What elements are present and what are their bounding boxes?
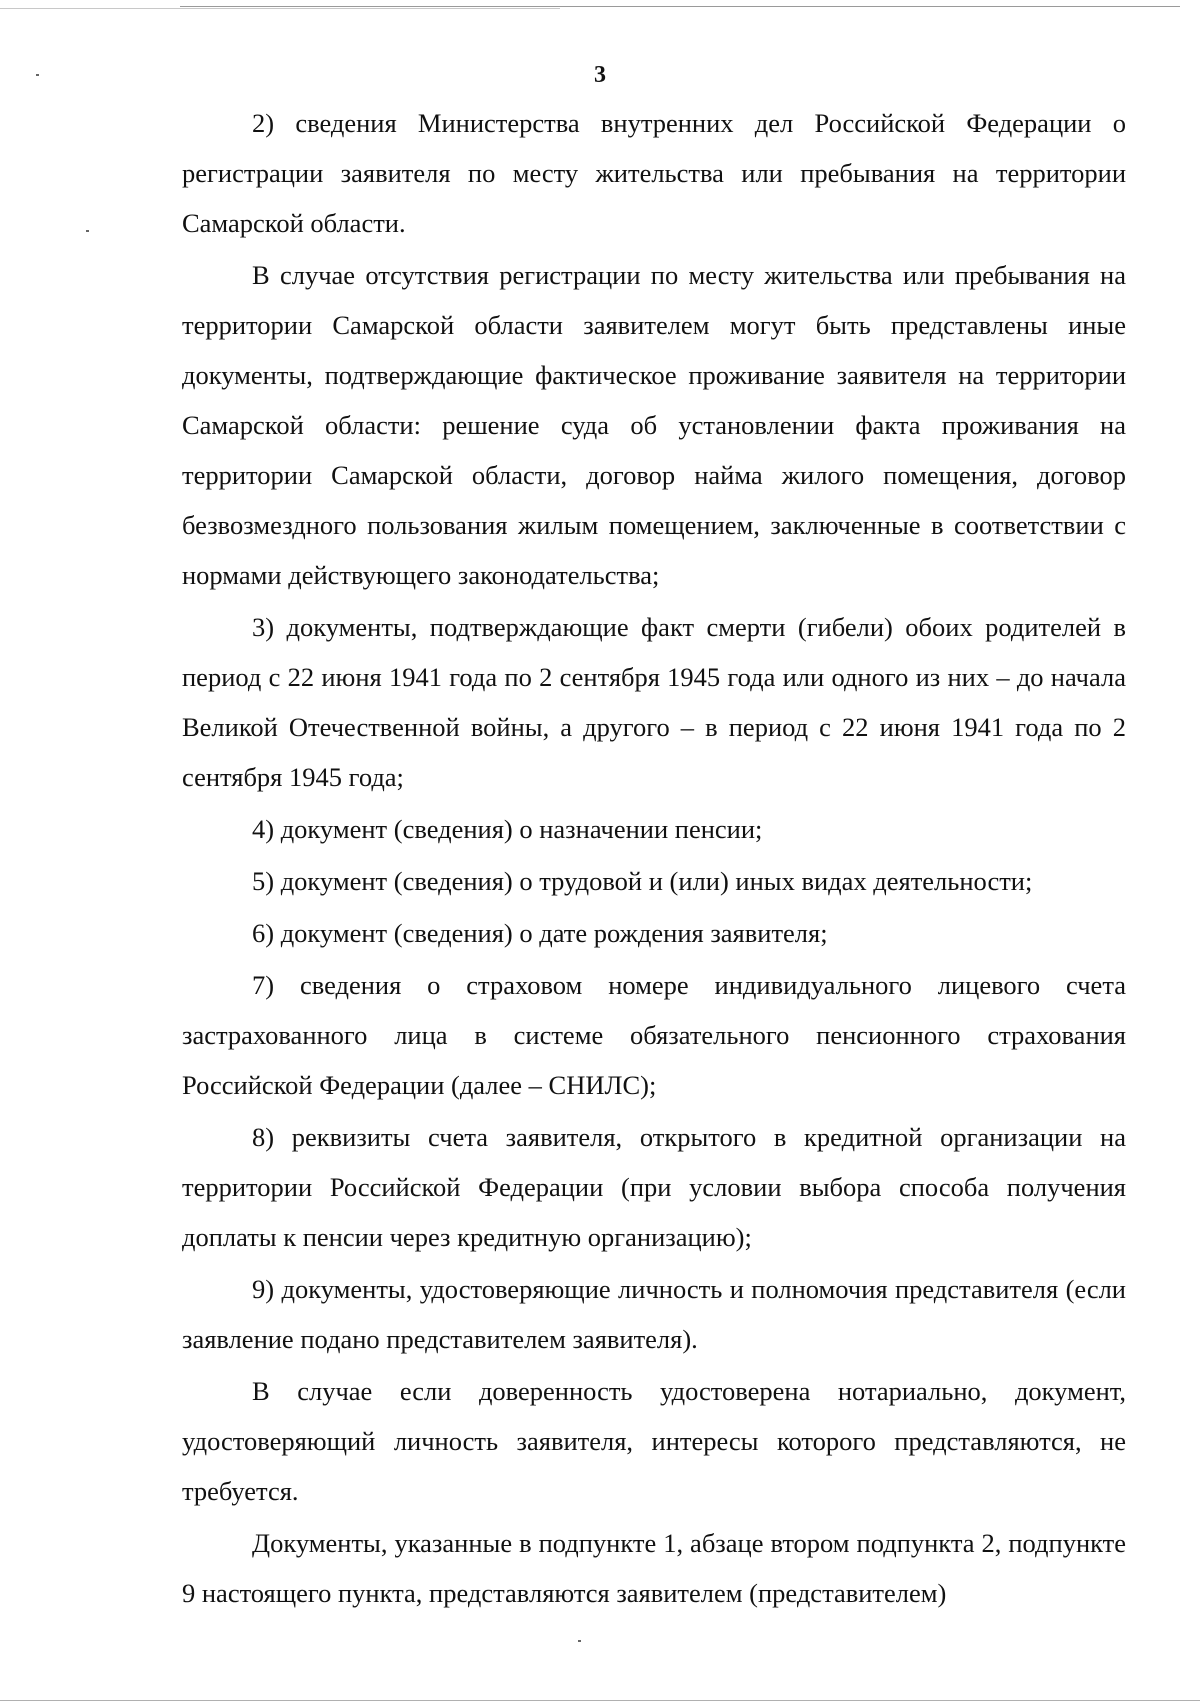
paragraph: 7) сведения о страховом номере индивидуального лицевого счета застрахованного лица в системе обязательного пенсионного страхования Российской Федерации (далее – СНИЛС); <box>182 970 1126 1100</box>
paragraph: 8) реквизиты счета заявителя, открытого в кредитной организации на территории Российской Федерации (при условии выбора способа получения доплаты к пенсии через кредитную организацию); <box>182 1122 1126 1252</box>
paragraph: Документы, указанные в подпункте 1, абзаце втором подпункта 2, подпункте 9 настоящего пункта, представляются заявителем (представителем) <box>182 1528 1126 1608</box>
paragraph: 5) документ (сведения) о трудовой и (или) иных видах деятельности; <box>252 866 1033 896</box>
paragraph: 2) сведения Министерства внутренних дел Российской Федерации о регистрации заявителя по месту жительства или пребывания на территории Самарской области. <box>182 108 1126 238</box>
scan-speck <box>86 230 89 232</box>
paragraph: 3) документы, подтверждающие факт смерти (гибели) обоих родителей в период с 22 июня 1941 года по 2 сентября 1945 года или одного из них – до начала Великой Отечественной войны, а другого – в период с 22 июня 1941 года по 2 сентября 1945 года; <box>182 612 1126 792</box>
scan-edge-line <box>180 6 1180 7</box>
document-body <box>182 98 1126 1620</box>
scan-edge-line <box>0 8 560 9</box>
paragraph: 4) документ (сведения) о назначении пенсии; <box>252 814 763 844</box>
paragraph: 6) документ (сведения) о дате рождения заявителя; <box>252 918 828 948</box>
page-number: 3 <box>594 62 606 88</box>
paragraph: В случае если доверенность удостоверена нотариально, документ, удостоверяющий личность заявителя, интересы которого представляются, не требуется. <box>182 1376 1126 1506</box>
scan-edge-line <box>0 1700 1200 1701</box>
scan-speck <box>578 1640 581 1642</box>
paragraph: 9) документы, удостоверяющие личность и полномочия представителя (если заявление подано представителем заявителя). <box>182 1274 1126 1354</box>
paragraph: В случае отсутствия регистрации по месту жительства или пребывания на территории Самарской области заявителем могут быть представлены иные документы, подтверждающие фактическое проживание заявителя на территории Самарской области: решение суда об установлении факта проживания на территории Самарской области, договор найма жилого помещения, договор безвозмездного пользования жилым помещением, заключенные в соответствии с нормами действующего законодательства; <box>182 260 1126 590</box>
